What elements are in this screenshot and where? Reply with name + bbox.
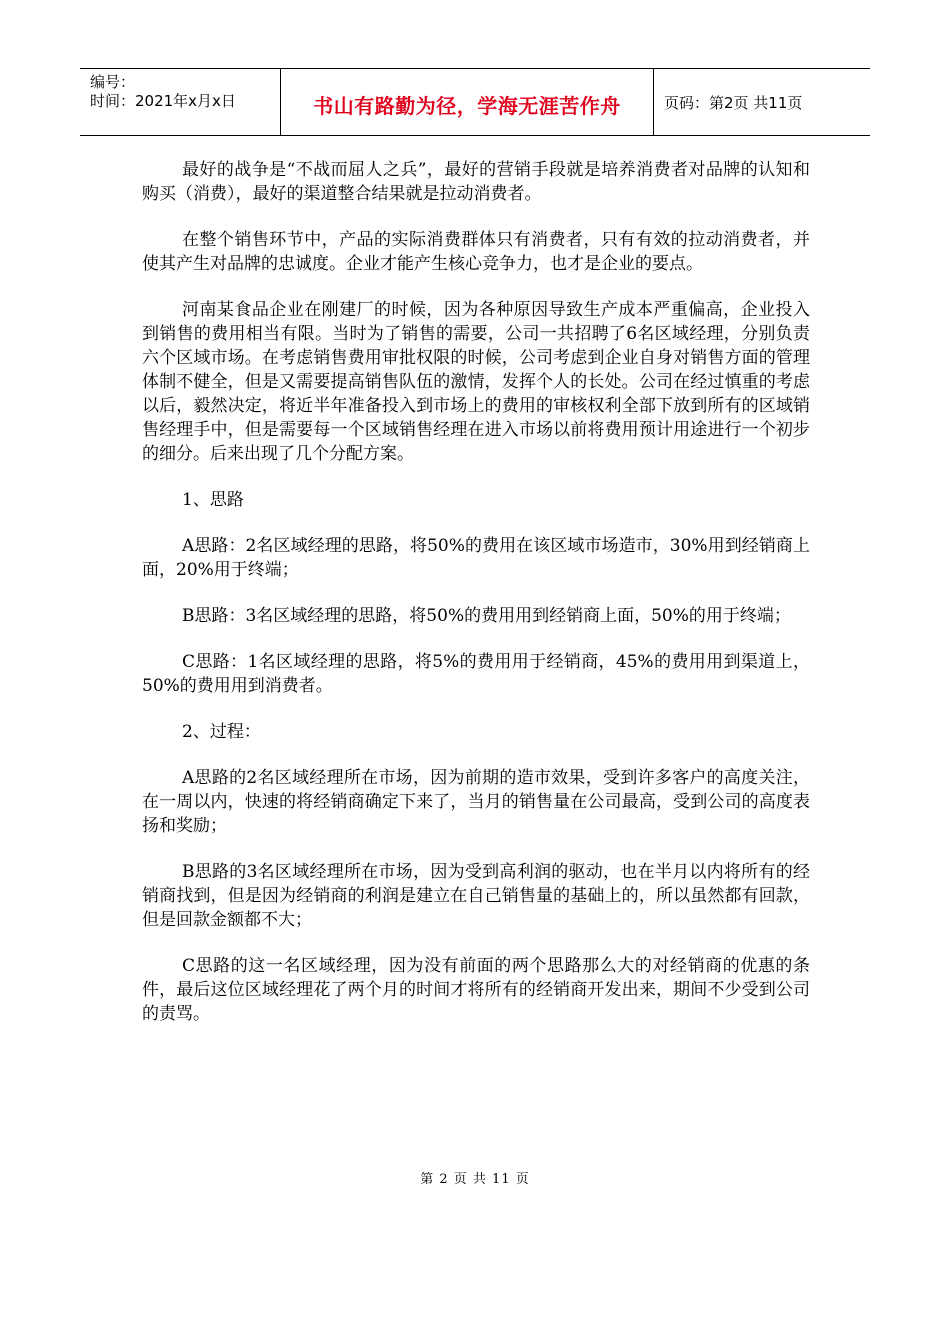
paragraph: B思路：3名区域经理的思路，将50%的费用用到经销商上面，50%的用于终端；: [182, 606, 791, 626]
page-footer: 第 2 页 共 11 页: [420, 1172, 530, 1187]
section-heading: 2、过程：: [182, 722, 261, 742]
paragraph: 最好的战争是“不战而屈人之兵”，最好的营销手段就是培养消费者对品牌的认知和购买（消费），最好的渠道整合结果就是拉动消费者。: [142, 160, 810, 204]
serial-label: 编号：: [90, 73, 136, 91]
motto-text: 书山有路勤为径，学海无涯苦作舟: [313, 93, 621, 118]
page-info: 页码：第2页 共11页: [664, 93, 803, 112]
section-heading: 1、思路: [182, 490, 244, 510]
time-label: 时间：2021年x月x日: [90, 92, 236, 110]
paragraph: C思路的这一名区域经理，因为没有前面的两个思路那么大的对经销商的优惠的条件，最后这位区域经理花了两个月的时间才将所有的经销商开发出来，期间不少受到公司的责骂。: [142, 956, 810, 1024]
paragraph: A思路的2名区域经理所在市场，因为前期的造市效果，受到许多客户的高度关注，在一周以内，快速的将经销商确定下来了，当月的销售量在公司最高，受到公司的高度表扬和奖励；: [142, 768, 810, 836]
paragraph: 在整个销售环节中，产品的实际消费群体只有消费者，只有有效的拉动消费者，并使其产生对品牌的忠诚度。企业才能产生核心竞争力，也才是企业的要点。: [142, 230, 810, 274]
paragraph: C思路：1名区域经理的思路，将5%的费用用于经销商，45%的费用用到渠道上，50%的费用用到消费者。: [142, 652, 810, 696]
header-motto-cell: [281, 69, 654, 135]
paragraph: A思路：2名区域经理的思路，将50%的费用在该区域市场造市，30%用到经销商上面，20%用于终端；: [142, 536, 810, 580]
header-page-cell: [654, 69, 870, 135]
document-body: [142, 158, 810, 1048]
document-header: [80, 68, 870, 136]
paragraph: B思路的3名区域经理所在市场，因为受到高利润的驱动，也在半月以内将所有的经销商找到，但是因为经销商的利润是建立在自己销售量的基础上的，所以虽然都有回款，但是回款金额都不大；: [142, 862, 810, 930]
paragraph: 河南某食品企业在刚建厂的时候，因为各种原因导致生产成本严重偏高，企业投入到销售的费用相当有限。当时为了销售的需要，公司一共招聘了6名区域经理，分别负责六个区域市场。在考虑销售费用审批权限的时候，公司考虑到企业自身对销售方面的管理体制不健全，但是又需要提高销售队伍的激情，发挥个人的长处。公司在经过慎重的考虑以后，毅然决定，将近半年准备投入到市场上的费用的审核权利全部下放到所有的区域销售经理手中，但是需要每一个区域销售经理在进入市场以前将费用预计用途进行一个初步的细分。后来出现了几个分配方案。: [142, 300, 810, 464]
header-meta-cell: [80, 69, 281, 135]
